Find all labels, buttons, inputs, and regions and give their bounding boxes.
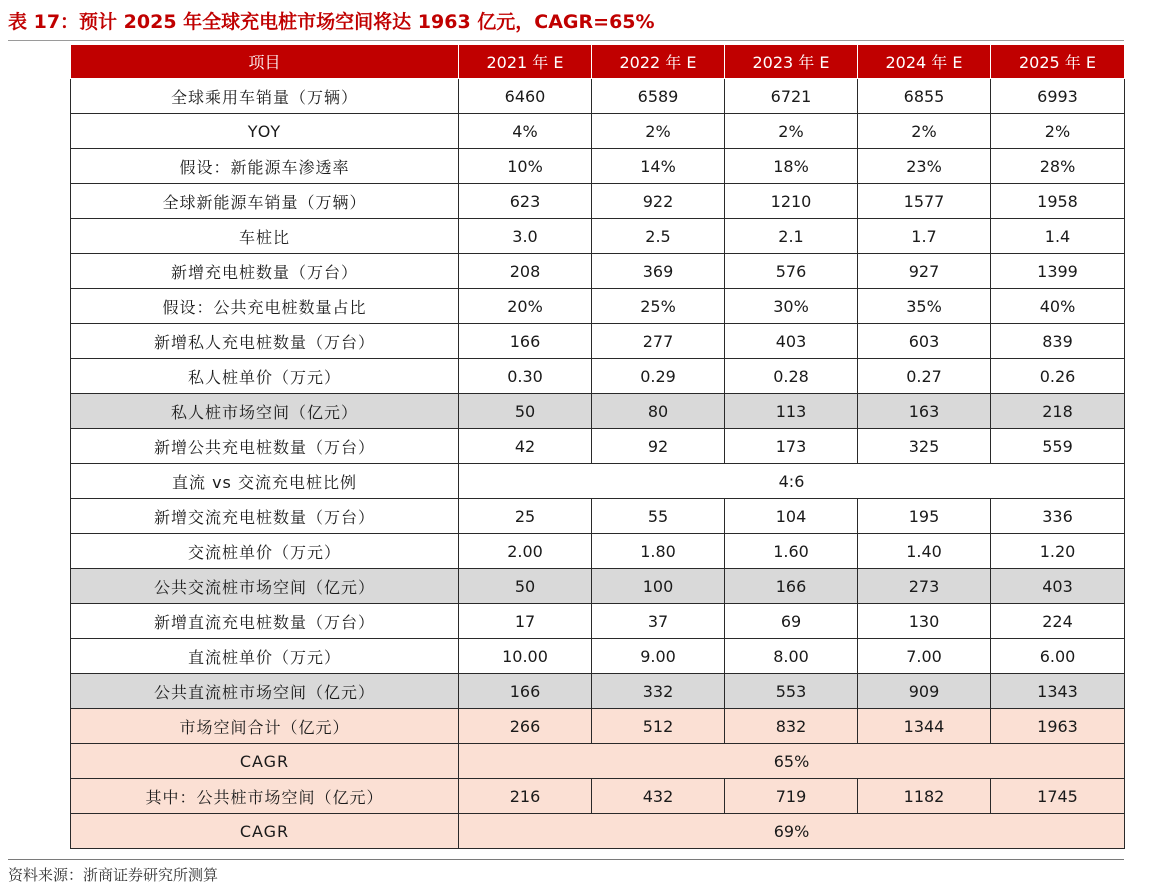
value-cell: 6721 [725,79,858,114]
value-cell: 2.5 [592,219,725,254]
table-row [71,604,1125,639]
merged-value-cell: 4:6 [459,464,1125,499]
value-cell: 719 [725,779,858,814]
value-cell: 0.29 [592,359,725,394]
row-label: 交流桩单价（万元） [71,534,459,569]
value-cell: 1.7 [858,219,991,254]
value-cell: 166 [459,324,592,359]
value-cell: 277 [592,324,725,359]
table-row [71,674,1125,709]
value-cell: 1958 [991,184,1125,219]
value-cell: 403 [991,569,1125,604]
table-row [71,744,1125,779]
value-cell: 113 [725,394,858,429]
charging-pile-table [70,44,1125,849]
value-cell: 100 [592,569,725,604]
value-cell: 166 [459,674,592,709]
value-cell: 163 [858,394,991,429]
value-cell: 25 [459,499,592,534]
value-cell: 35% [858,289,991,324]
value-cell: 1.40 [858,534,991,569]
value-cell: 336 [991,499,1125,534]
value-cell: 6.00 [991,639,1125,674]
table-row [71,394,1125,429]
value-cell: 30% [725,289,858,324]
value-cell: 832 [725,709,858,744]
table-row [71,709,1125,744]
header-year: 2025 年 E [991,45,1125,79]
value-cell: 18% [725,149,858,184]
value-cell: 208 [459,254,592,289]
value-cell: 1210 [725,184,858,219]
value-cell: 1.4 [991,219,1125,254]
table-row [71,359,1125,394]
value-cell: 20% [459,289,592,324]
value-cell: 37 [592,604,725,639]
value-cell: 623 [459,184,592,219]
table-row [71,779,1125,814]
value-cell: 1344 [858,709,991,744]
value-cell: 266 [459,709,592,744]
value-cell: 909 [858,674,991,709]
value-cell: 7.00 [858,639,991,674]
value-cell: 224 [991,604,1125,639]
value-cell: 14% [592,149,725,184]
table-row [71,639,1125,674]
value-cell: 28% [991,149,1125,184]
value-cell: 50 [459,569,592,604]
value-cell: 25% [592,289,725,324]
table-row [71,324,1125,359]
value-cell: 216 [459,779,592,814]
row-label: 新增私人充电桩数量（万台） [71,324,459,359]
row-label: 新增充电桩数量（万台） [71,254,459,289]
row-label: 市场空间合计（亿元） [71,709,459,744]
value-cell: 9.00 [592,639,725,674]
value-cell: 559 [991,429,1125,464]
value-cell: 2.1 [725,219,858,254]
table-row [71,814,1125,849]
value-cell: 1343 [991,674,1125,709]
value-cell: 23% [858,149,991,184]
row-label: 私人桩单价（万元） [71,359,459,394]
title-divider [8,40,1124,41]
value-cell: 40% [991,289,1125,324]
merged-value-cell: 69% [459,814,1125,849]
row-label: CAGR [71,744,459,779]
value-cell: 0.26 [991,359,1125,394]
value-cell: 1745 [991,779,1125,814]
value-cell: 0.27 [858,359,991,394]
value-cell: 1.60 [725,534,858,569]
value-cell: 553 [725,674,858,709]
value-cell: 4% [459,114,592,149]
value-cell: 403 [725,324,858,359]
row-label: 假设：公共充电桩数量占比 [71,289,459,324]
source-note: 资料来源：浙商证券研究所测算 [8,866,219,884]
value-cell: 80 [592,394,725,429]
table-row [71,114,1125,149]
table-row [71,534,1125,569]
table-row [71,254,1125,289]
value-cell: 576 [725,254,858,289]
table-row [71,499,1125,534]
value-cell: 0.28 [725,359,858,394]
value-cell: 2% [858,114,991,149]
row-label: 直流 vs 交流充电桩比例 [71,464,459,499]
table-row [71,569,1125,604]
value-cell: 1.80 [592,534,725,569]
value-cell: 0.30 [459,359,592,394]
row-label: 私人桩市场空间（亿元） [71,394,459,429]
merged-value-cell: 65% [459,744,1125,779]
value-cell: 17 [459,604,592,639]
row-label: 全球乘用车销量（万辆） [71,79,459,114]
value-cell: 1399 [991,254,1125,289]
value-cell: 1577 [858,184,991,219]
table-row [71,429,1125,464]
value-cell: 8.00 [725,639,858,674]
table-row [71,219,1125,254]
header-item: 项目 [71,45,459,79]
value-cell: 325 [858,429,991,464]
header-year: 2021 年 E [459,45,592,79]
value-cell: 1.20 [991,534,1125,569]
row-label: YOY [71,114,459,149]
value-cell: 922 [592,184,725,219]
row-label: 车桩比 [71,219,459,254]
value-cell: 10.00 [459,639,592,674]
value-cell: 6460 [459,79,592,114]
table-row [71,149,1125,184]
header-year: 2023 年 E [725,45,858,79]
value-cell: 130 [858,604,991,639]
value-cell: 6993 [991,79,1125,114]
value-cell: 2% [592,114,725,149]
value-cell: 1963 [991,709,1125,744]
table-row [71,184,1125,219]
table-title: 表 17：预计 2025 年全球充电桩市场空间将达 1963 亿元，CAGR=65% [8,11,655,33]
value-cell: 195 [858,499,991,534]
source-divider [8,859,1124,860]
header-year: 2022 年 E [592,45,725,79]
value-cell: 166 [725,569,858,604]
value-cell: 2% [725,114,858,149]
value-cell: 10% [459,149,592,184]
table-row [71,464,1125,499]
row-label: 直流桩单价（万元） [71,639,459,674]
row-label: 新增公共充电桩数量（万台） [71,429,459,464]
value-cell: 273 [858,569,991,604]
value-cell: 69 [725,604,858,639]
value-cell: 55 [592,499,725,534]
value-cell: 92 [592,429,725,464]
table-row [71,289,1125,324]
value-cell: 369 [592,254,725,289]
value-cell: 218 [991,394,1125,429]
row-label: 新增交流充电桩数量（万台） [71,499,459,534]
row-label: 公共直流桩市场空间（亿元） [71,674,459,709]
header-year: 2024 年 E [858,45,991,79]
value-cell: 1182 [858,779,991,814]
data-table-container [70,44,1124,849]
value-cell: 50 [459,394,592,429]
table-row [71,79,1125,114]
value-cell: 42 [459,429,592,464]
value-cell: 512 [592,709,725,744]
row-label: 其中：公共桩市场空间（亿元） [71,779,459,814]
value-cell: 3.0 [459,219,592,254]
value-cell: 603 [858,324,991,359]
value-cell: 927 [858,254,991,289]
value-cell: 839 [991,324,1125,359]
row-label: CAGR [71,814,459,849]
table-header-row [71,45,1125,79]
value-cell: 104 [725,499,858,534]
value-cell: 332 [592,674,725,709]
value-cell: 2.00 [459,534,592,569]
value-cell: 2% [991,114,1125,149]
row-label: 公共交流桩市场空间（亿元） [71,569,459,604]
value-cell: 173 [725,429,858,464]
row-label: 全球新能源车销量（万辆） [71,184,459,219]
value-cell: 432 [592,779,725,814]
row-label: 假设：新能源车渗透率 [71,149,459,184]
value-cell: 6855 [858,79,991,114]
value-cell: 6589 [592,79,725,114]
row-label: 新增直流充电桩数量（万台） [71,604,459,639]
table-body [71,79,1125,849]
